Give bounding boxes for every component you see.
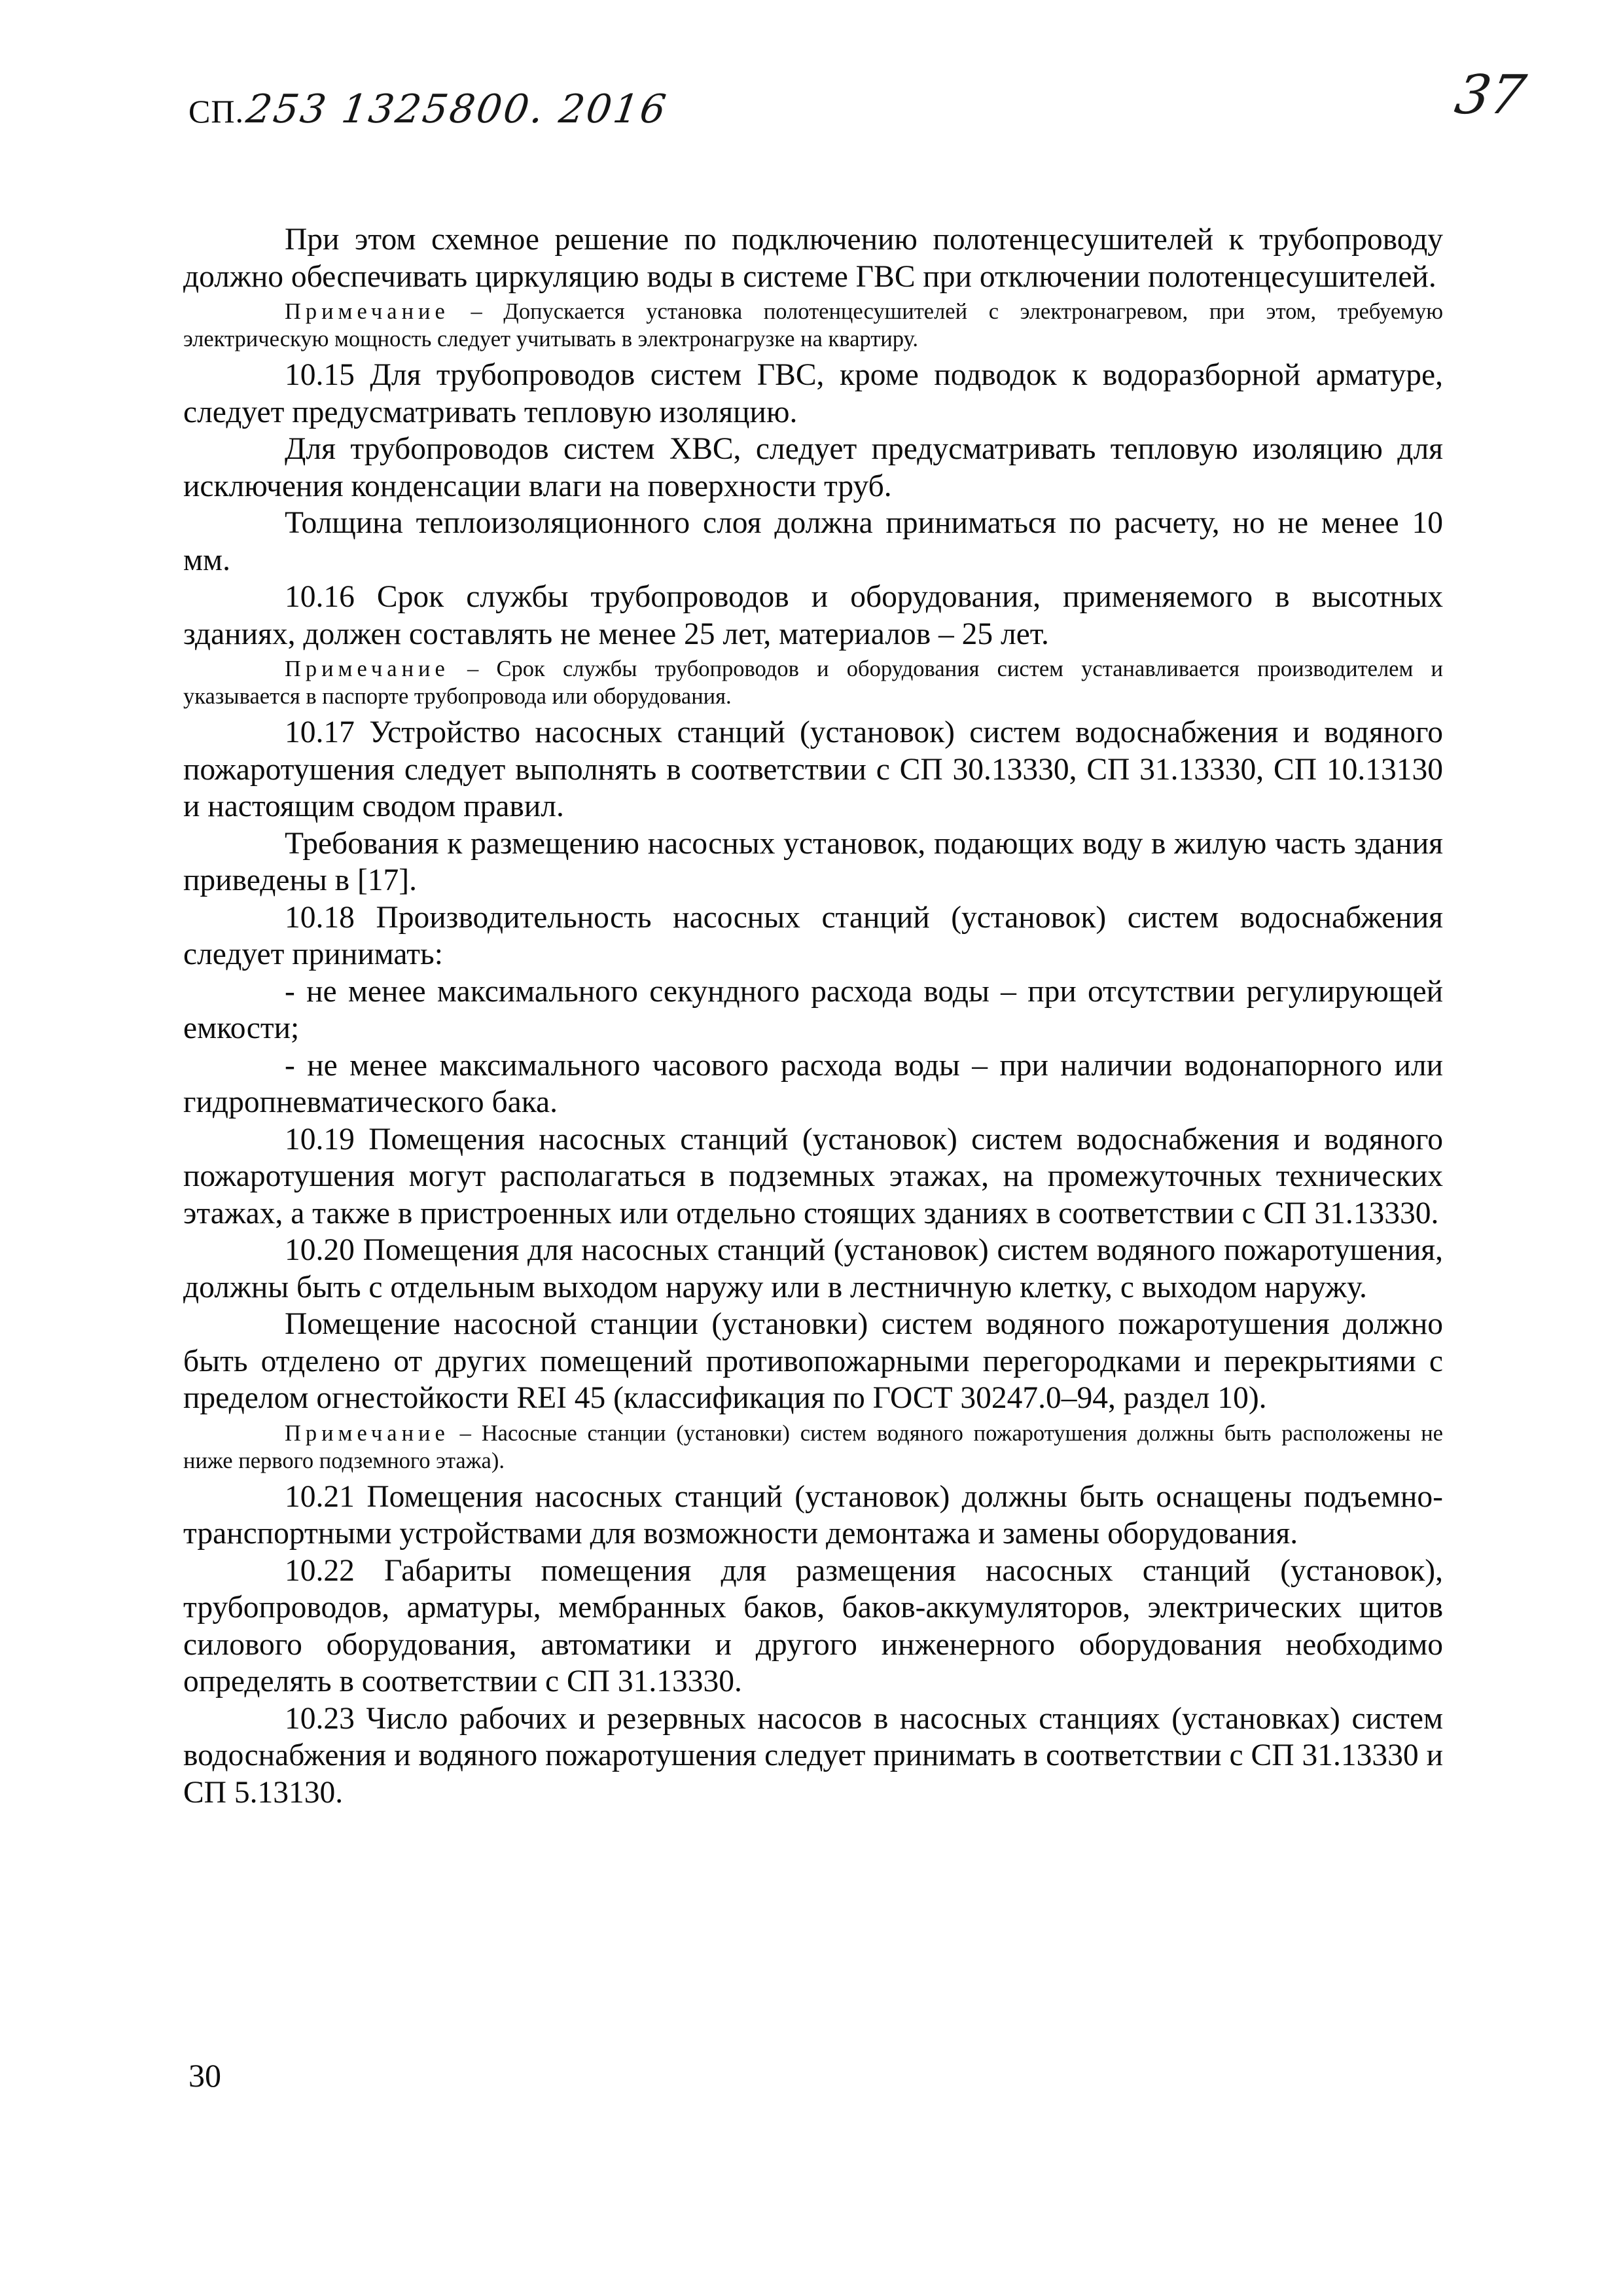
note-label: Примечание bbox=[285, 299, 450, 324]
note bbox=[183, 655, 1443, 710]
note bbox=[183, 1420, 1443, 1475]
document-header bbox=[188, 86, 671, 145]
handwritten-standard-code: 253 1325800. 2016 bbox=[243, 86, 671, 132]
list-item: - не менее максимального часового расхода воды – при наличии водонапорного или гидропневматического бака. bbox=[183, 1048, 1443, 1119]
page-number: 30 bbox=[188, 2057, 221, 2094]
note-label: Примечание bbox=[285, 1420, 450, 1446]
paragraph: Требования к размещению насосных установок, подающих воду в жилую часть здания приведены в [17]. bbox=[183, 826, 1443, 897]
clause-10-17: 10.17 Устройство насосных станций (установок) систем водоснабжения и водяного пожаротушения следует выполнять в соответствии с СП 30.13330, СП 31.13330, СП 10.13130 и настоящим сводом правил. bbox=[183, 715, 1443, 823]
note-text: – Допускается установка полотенцесушителей с электронагревом, при этом, требуемую электрическую мощность следует учитывать в электронагрузке на квартиру. bbox=[183, 299, 1443, 351]
clause-10-18: 10.18 Производительность насосных станций (установок) систем водоснабжения следует принимать: bbox=[183, 900, 1443, 971]
note-label: Примечание bbox=[285, 656, 450, 681]
clause-10-20: 10.20 Помещения для насосных станций (установок) систем водяного пожаротушения, должны быть с отдельным выходом наружу или в лестничную клетку, с выходом наружу. bbox=[183, 1233, 1443, 1304]
list-item: - не менее максимального секундного расхода воды – при отсутствии регулирующей емкости; bbox=[183, 974, 1443, 1045]
paragraph: Толщина теплоизоляционного слоя должна приниматься по расчету, но не менее 10 мм. bbox=[183, 506, 1443, 577]
standard-prefix: СП. bbox=[188, 93, 244, 130]
clause-10-22: 10.22 Габариты помещения для размещения насосных станций (установок), трубопроводов, арматуры, мембранных баков, баков-аккумуляторов, электрических щитов силового оборудования, автоматики и другого инженерного оборудования необходимо определять в соответствии с СП 31.13330. bbox=[183, 1553, 1443, 1698]
handwritten-page-mark: 37 bbox=[1450, 64, 1530, 126]
paragraph: При этом схемное решение по подключению полотенцесушителей к трубопроводу должно обеспечивать циркуляцию воды в системе ГВС при отключении полотенцесушителей. bbox=[183, 223, 1443, 294]
paragraph: Помещение насосной станции (установки) систем водяного пожаротушения должно быть отделено от других помещений противопожарными перегородками и перекрытиями с пределом огнестойкости REI 45 (классификация по ГОСТ 30247.0–94, раздел 10). bbox=[183, 1307, 1443, 1415]
clause-10-15: 10.15 Для трубопроводов систем ГВС, кроме подводок к водоразборной арматуре, следует предусматривать тепловую изоляцию. bbox=[183, 358, 1443, 429]
clause-10-16: 10.16 Срок службы трубопроводов и оборудования, применяемого в высотных зданиях, должен составлять не менее 25 лет, материалов – 25 лет. bbox=[183, 580, 1443, 651]
clause-10-19: 10.19 Помещения насосных станций (установок) систем водоснабжения и водяного пожаротушения могут располагаться в подземных этажах, на промежуточных технических этажах, а также в пристроенных или отдельно стоящих зданиях в соответствии с СП 31.13330. bbox=[183, 1122, 1443, 1230]
note-text: – Насосные станции (установки) систем водяного пожаротушения должны быть расположены не ниже первого подземного этажа). bbox=[183, 1420, 1443, 1473]
clause-10-21: 10.21 Помещения насосных станций (установок) должны быть оснащены подъемно-транспортными устройствами для возможности демонтажа и замены оборудования. bbox=[183, 1479, 1443, 1551]
document-body bbox=[183, 221, 1443, 1811]
clause-10-23: 10.23 Число рабочих и резервных насосов в насосных станциях (установках) систем водоснабжения и водяного пожаротушения следует принимать в соответствии с СП 31.13330 и СП 5.13130. bbox=[183, 1701, 1443, 1810]
note bbox=[183, 298, 1443, 353]
paragraph: Для трубопроводов систем ХВС, следует предусматривать тепловую изоляцию для исключения конденсации влаги на поверхности труб. bbox=[183, 432, 1443, 503]
note-text: – Срок службы трубопроводов и оборудования систем устанавливается производителем и указывается в паспорте трубопровода или оборудования. bbox=[183, 656, 1443, 709]
